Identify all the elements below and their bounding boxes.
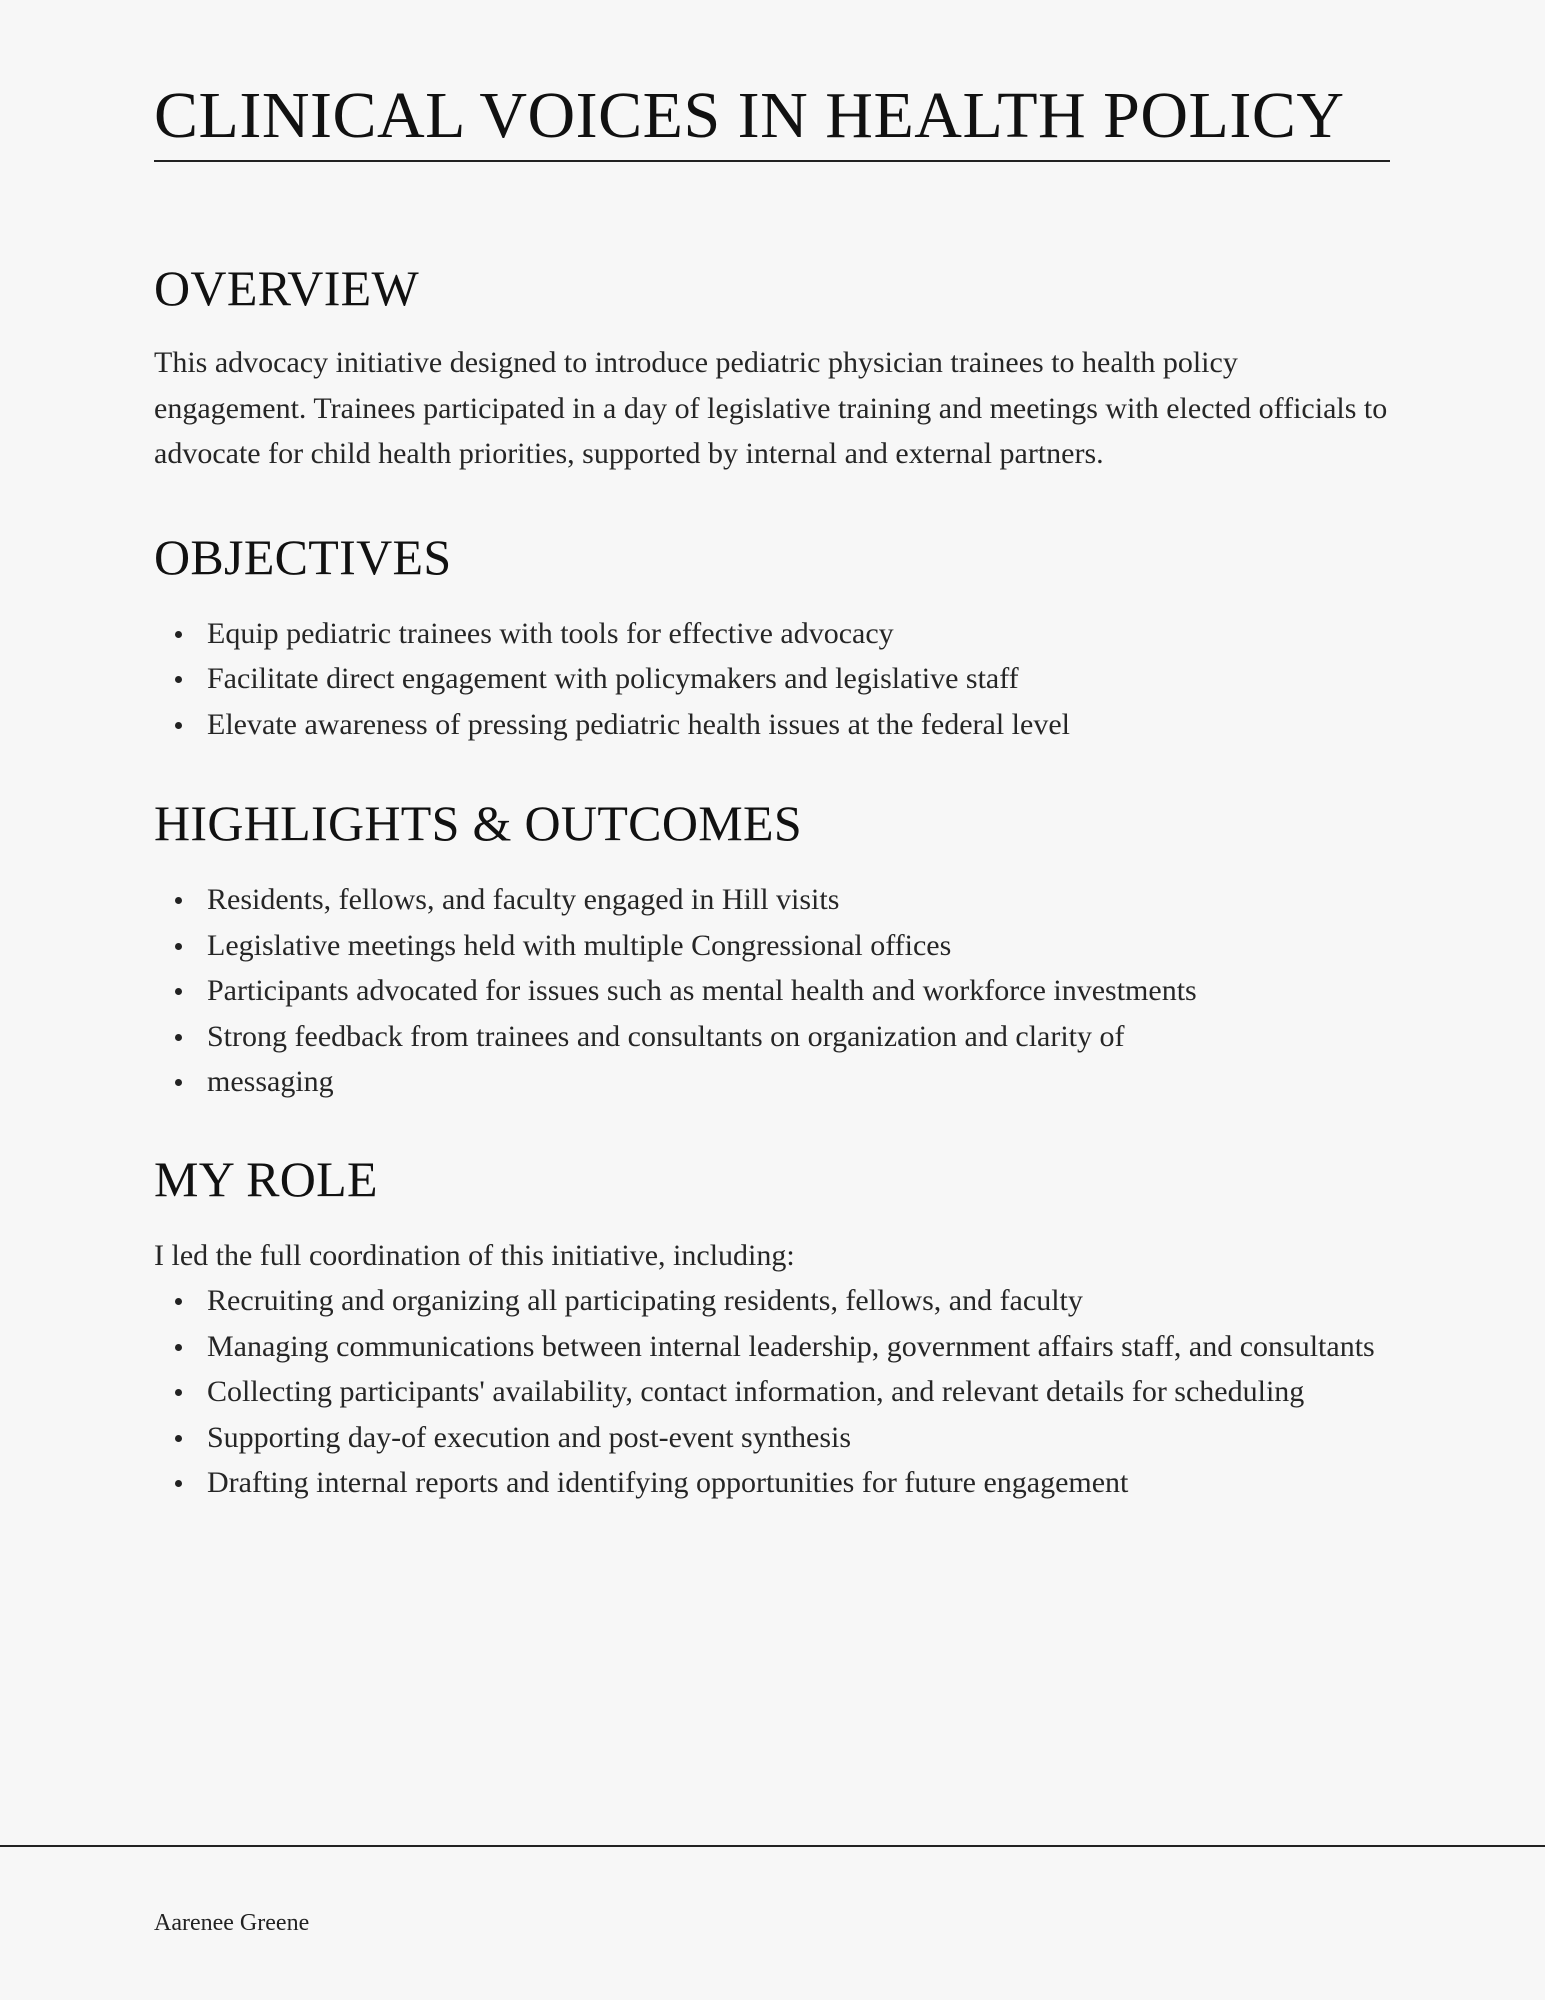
- bullet-icon: [175, 676, 182, 683]
- objective-text: Facilitate direct engagement with policymakers and legislative staff: [207, 662, 1019, 695]
- bullet-icon: [175, 988, 182, 995]
- role-item: [154, 1369, 1394, 1415]
- highlights-list: [154, 877, 1394, 1105]
- highlight-text: messaging: [207, 1065, 334, 1098]
- role-text: Supporting day-of execution and post-event synthesis: [207, 1420, 852, 1454]
- highlight-item: [154, 877, 1394, 923]
- bullet-icon: [175, 1344, 182, 1351]
- objective-text: Elevate awareness of pressing pediatric health issues at the federal level: [207, 707, 1070, 741]
- highlights-heading: HIGHLIGHTS & OUTCOMES: [154, 795, 802, 851]
- objectives-heading: OBJECTIVES: [154, 528, 452, 585]
- role-item: [154, 1460, 1394, 1506]
- bullet-icon: [175, 897, 182, 904]
- highlight-item: [154, 923, 1394, 969]
- role-heading: MY ROLE: [154, 1150, 378, 1207]
- highlight-item: [154, 1014, 1394, 1060]
- role-text: Drafting internal reports and identifying opportunities for future engagement: [207, 1466, 1129, 1499]
- bullet-icon: [175, 1389, 182, 1396]
- objectives-list: [154, 611, 1394, 748]
- objective-item: [154, 656, 1394, 702]
- role-text: Collecting participants' availability, contact information, and relevant details for scheduling: [207, 1375, 1305, 1408]
- role-item: [154, 1324, 1394, 1370]
- bullet-icon: [175, 943, 182, 950]
- overview-heading: OVERVIEW: [154, 260, 419, 316]
- role-text: Managing communications between internal leadership, government affairs staff, and consultants: [207, 1329, 1375, 1363]
- highlight-text: Strong feedback from trainees and consultants on organization and clarity of: [207, 1019, 1125, 1053]
- role-intro: I led the full coordination of this initiative, including:: [154, 1238, 795, 1272]
- document-content: [154, 78, 1394, 1506]
- role-item: [154, 1278, 1394, 1324]
- highlight-text: Legislative meetings held with multiple Congressional offices: [207, 928, 952, 962]
- bullet-icon: [175, 722, 182, 729]
- bullet-icon: [175, 1480, 182, 1487]
- highlight-item: [154, 968, 1394, 1014]
- title-divider: [154, 160, 1390, 162]
- footer-divider: [0, 1845, 1545, 1847]
- objective-item: [154, 611, 1394, 657]
- bullet-icon: [175, 631, 182, 638]
- role-list: [154, 1278, 1394, 1506]
- document-title: CLINICAL VOICES IN HEALTH POLICY: [154, 79, 1345, 152]
- objective-text: Equip pediatric trainees with tools for effective advocacy: [207, 616, 894, 650]
- bullet-icon: [175, 1435, 182, 1442]
- role-item: [154, 1415, 1394, 1461]
- bullet-icon: [175, 1079, 182, 1086]
- objective-item: [154, 702, 1394, 748]
- bullet-icon: [175, 1034, 182, 1041]
- bullet-icon: [175, 1298, 182, 1305]
- highlight-text: Participants advocated for issues such as mental health and workforce investments: [207, 974, 1197, 1007]
- highlight-item: [154, 1059, 1394, 1105]
- overview-text: This advocacy initiative designed to introduce pediatric physician trainees to health policy engagement. Trainees participated in a day of legislative training and meetings with elected officials to advocate for child health priorities, supported by internal and external partners.: [154, 346, 1388, 470]
- highlight-text: Residents, fellows, and faculty engaged in Hill visits: [207, 883, 840, 916]
- footer-author: Aarenee Greene: [154, 1910, 310, 1936]
- role-text: Recruiting and organizing all participating residents, fellows, and faculty: [207, 1284, 1083, 1317]
